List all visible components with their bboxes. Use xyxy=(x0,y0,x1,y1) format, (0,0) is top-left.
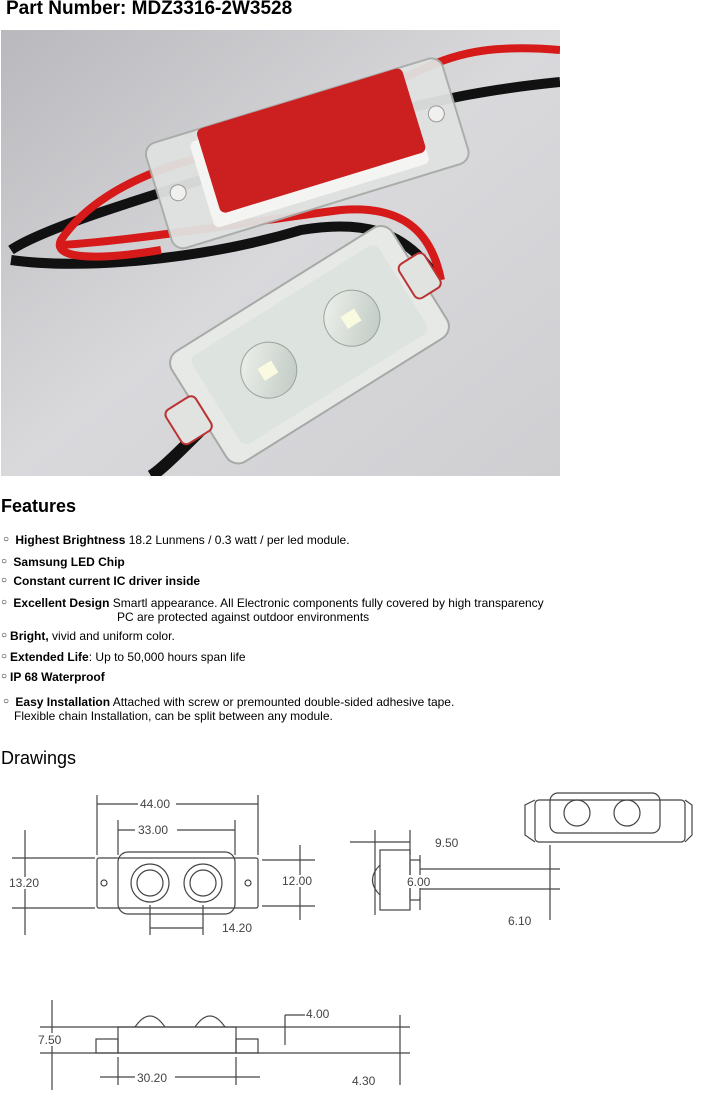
front-view-drawing xyxy=(0,790,330,945)
feature-text: 18.2 Lunmens / 0.3 watt / per led module. xyxy=(125,533,350,547)
feature-text-continued: Flexible chain Installation, can be split between any module. xyxy=(14,709,333,723)
side-view-drawing xyxy=(340,785,700,935)
dim-bottom-width: 30.20 xyxy=(137,1071,168,1085)
product-photo xyxy=(1,30,560,476)
feature-text: Smartl appearance. All Electronic components fully covered by high transparency xyxy=(109,596,544,610)
dim-side-depth: 9.50 xyxy=(435,836,459,850)
feature-item xyxy=(1,574,200,590)
bullet-icon: ○ xyxy=(1,671,8,682)
dim-bottom-right: 4.30 xyxy=(352,1074,376,1088)
dim-top-width: 44.00 xyxy=(140,797,171,811)
bullet-icon: ○ xyxy=(1,575,8,586)
features-heading: Features xyxy=(1,496,77,516)
dim-left-height: 13.20 xyxy=(9,876,40,890)
feature-label: Excellent Design xyxy=(13,596,110,610)
feature-item xyxy=(3,533,350,549)
feature-item xyxy=(1,555,125,571)
bullet-icon: ○ xyxy=(1,556,8,567)
bullet-icon: ○ xyxy=(3,696,10,707)
dim-lens-spacing: 14.20 xyxy=(222,921,253,935)
dim-side-inner: 6.00 xyxy=(407,875,431,889)
feature-item xyxy=(1,650,246,666)
feature-item xyxy=(1,670,105,686)
feature-text-continued: PC are protected against outdoor environments xyxy=(117,610,370,624)
bullet-icon: ○ xyxy=(1,651,8,662)
dim-bottom-height: 7.50 xyxy=(38,1033,62,1047)
dim-side-bottom: 6.10 xyxy=(508,914,532,928)
feature-item xyxy=(1,629,175,645)
feature-text: vivid and uniform color. xyxy=(48,629,175,643)
feature-label: Samsung LED Chip xyxy=(13,555,125,569)
feature-label: Extended Life xyxy=(10,650,89,664)
dim-right-height: 12.00 xyxy=(282,874,313,888)
profile-view-drawing xyxy=(30,995,420,1095)
feature-text: : Up to 50,000 hours span life xyxy=(88,650,246,664)
dim-bottom-top: 4.00 xyxy=(306,1007,330,1021)
dim-inner-width: 33.00 xyxy=(138,823,169,837)
feature-label: Easy Installation xyxy=(15,695,111,709)
feature-label: Constant current IC driver inside xyxy=(13,574,201,588)
bullet-icon: ○ xyxy=(1,597,8,608)
feature-label: IP 68 Waterproof xyxy=(10,670,105,684)
feature-label: Highest Brightness xyxy=(15,533,126,547)
bullet-icon: ○ xyxy=(3,534,10,545)
drawings-heading: Drawings xyxy=(1,748,77,768)
feature-label: Bright, xyxy=(10,629,49,643)
bullet-icon: ○ xyxy=(1,630,8,641)
feature-text: Attached with screw or premounted double-sided adhesive tape. xyxy=(110,695,455,709)
part-number-title: Part Number: MDZ3316-2W3528 xyxy=(6,0,293,19)
